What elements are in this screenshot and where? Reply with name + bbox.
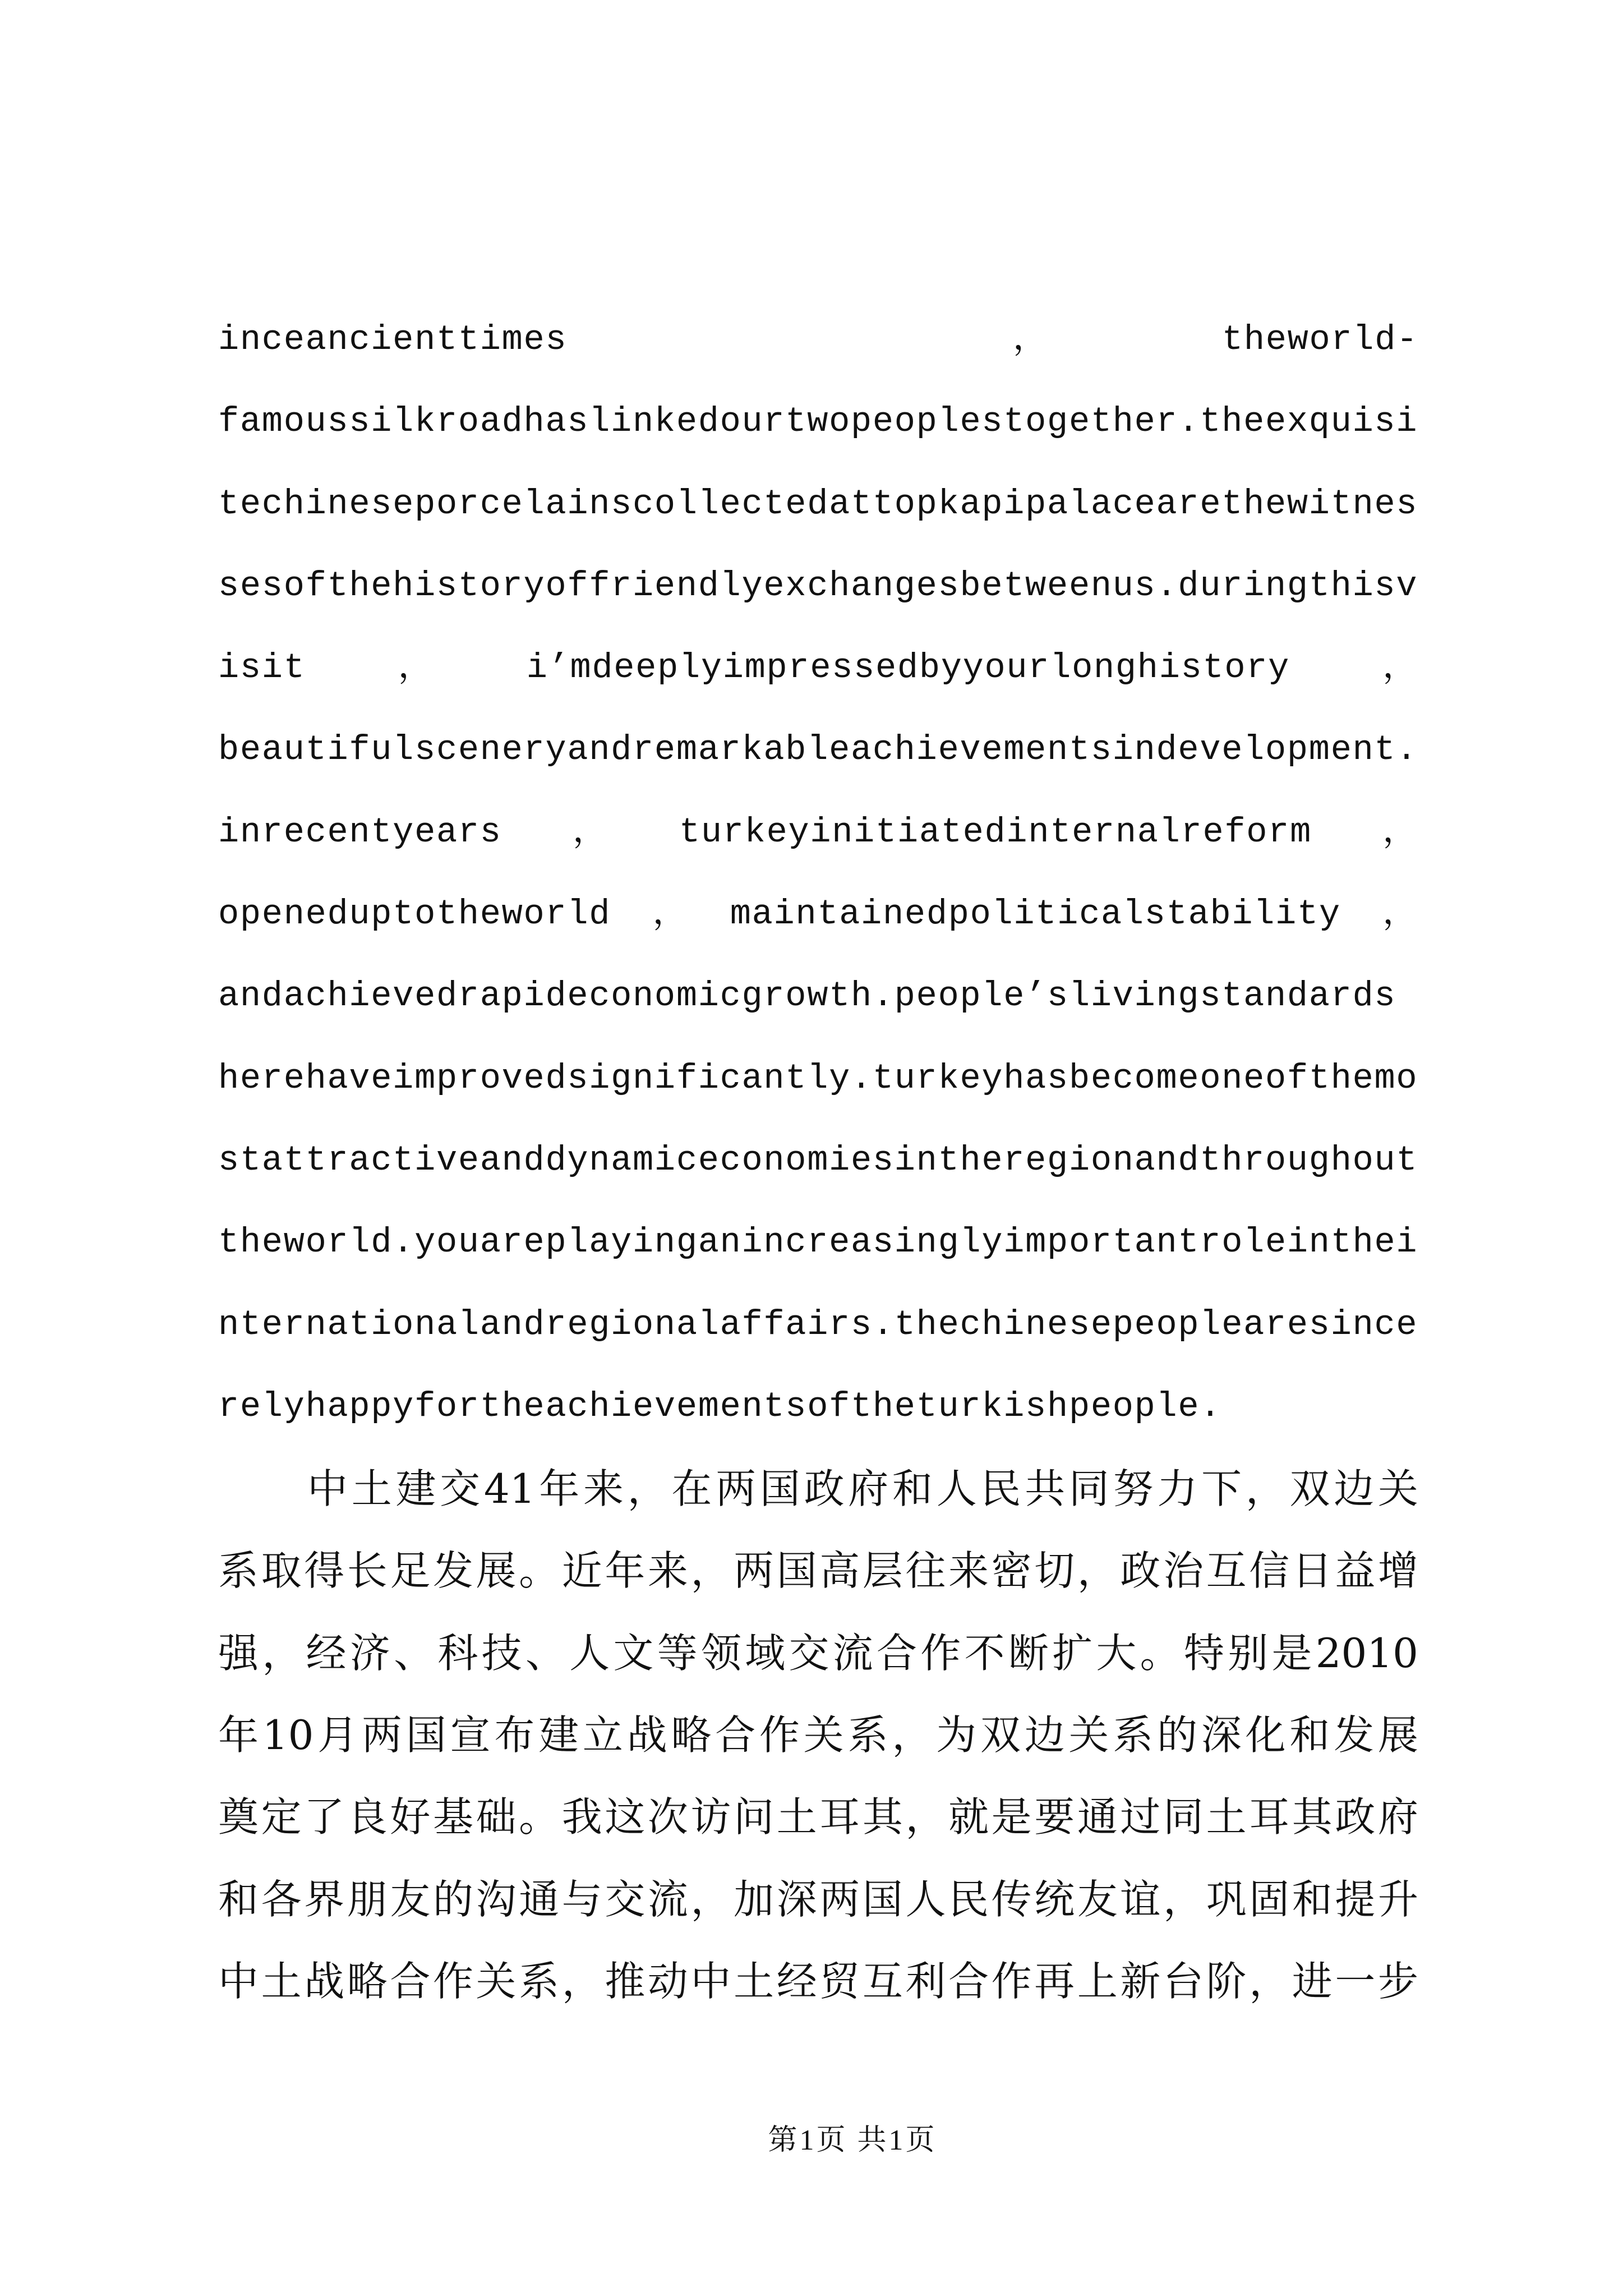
english-text-line [218, 709, 1418, 791]
text-segment: relyhappyfortheachievementsoftheturkishpeople. [218, 1386, 1222, 1427]
english-text-line [218, 381, 1418, 463]
text-segment: stattractiveanddynamiceconomiesintheregionandthroughout [218, 1140, 1418, 1180]
document-body [218, 299, 1418, 2022]
text-segment: ， [1013, 320, 1049, 360]
text-segment: openeduptotheworld [218, 894, 611, 935]
text-segment: sesofthehistoryoffriendlyexchangesbetweenus.duringthisv [218, 565, 1418, 606]
chinese-text-line: 中土建交41年来，在两国政府和人民共同努力下，双边关 [307, 1465, 1418, 1513]
english-text-line [218, 792, 1418, 873]
text-segment: ， [572, 812, 608, 852]
text-segment: ， [652, 894, 689, 935]
text-segment: ， [1382, 812, 1418, 852]
line-spacer [1341, 914, 1382, 915]
text-segment: ， [1382, 648, 1418, 688]
text-segment: herehaveimprovedsignificantly.turkeyhasbecomeoneofthemo [218, 1058, 1418, 1098]
chinese-text-line: 中土战略合作关系，推动中土经贸互利合作再上新台阶，进一步 [218, 1957, 1418, 2005]
english-text-line [218, 1038, 1418, 1120]
english-text-line [218, 1366, 1418, 1448]
text-segment: isit [218, 648, 306, 688]
line-spacer [567, 340, 1013, 341]
text-segment: andachievedrapideconomicgrowth.people’slivingstandards [218, 976, 1396, 1016]
english-text-line [218, 1202, 1418, 1283]
line-spacer [1049, 340, 1222, 341]
english-text-line [218, 299, 1418, 381]
english-text-line [218, 545, 1418, 627]
english-text-line [218, 1284, 1418, 1366]
text-segment: theworld.youareplayinganincreasinglyimportantroleinthei [218, 1222, 1418, 1263]
text-segment: i’mdeeplyimpressedbyyourlonghistory [526, 648, 1290, 688]
text-segment: ， [398, 648, 434, 688]
text-segment: maintainedpoliticalstability [730, 894, 1341, 935]
english-text-line [218, 955, 1418, 1037]
text-segment: beautifulsceneryandremarkableachievementsindevelopment. [218, 730, 1418, 770]
text-segment: theworld- [1221, 320, 1418, 360]
page-number-footer: 第1页 共1页 [768, 2124, 937, 2156]
chinese-text-line: 强，经济、科技、人文等领域交流合作不断扩大。特别是2010 [218, 1629, 1418, 1677]
text-segment: inrecentyears [218, 812, 502, 852]
text-segment: ， [1382, 894, 1418, 935]
text-segment: turkeyinitiatedinternalreform [679, 812, 1312, 852]
line-spacer [434, 668, 527, 669]
line-spacer [306, 668, 398, 669]
line-spacer [1290, 668, 1382, 669]
line-spacer [611, 914, 652, 915]
line-spacer [688, 914, 730, 915]
chinese-text-line: 系取得长足发展。近年来，两国高层往来密切，政治互信日益增 [218, 1547, 1418, 1595]
english-text-line [218, 873, 1418, 955]
chinese-text-line: 奠定了良好基础。我这次访问土耳其，就是要通过同土耳其政府 [218, 1793, 1418, 1841]
text-segment: inceancienttimes [218, 320, 568, 360]
chinese-text-line: 年10月两国宣布建立战略合作关系，为双边关系的深化和发展 [218, 1711, 1418, 1759]
english-text-line [218, 627, 1418, 709]
chinese-text-line: 和各界朋友的沟通与交流，加深两国人民传统友谊，巩固和提升 [218, 1875, 1418, 1923]
text-segment: famoussilkroadhaslinkedourtwopeoplestogether.theexquisi [218, 402, 1418, 442]
english-text-line [218, 1120, 1418, 1202]
text-segment: techineseporcelainscollectedattopkapipalacearethewitnes [218, 484, 1418, 524]
english-text-line [218, 463, 1418, 545]
text-segment: nternationalandregionalaffairs.thechinesepeoplearesince [218, 1304, 1418, 1345]
